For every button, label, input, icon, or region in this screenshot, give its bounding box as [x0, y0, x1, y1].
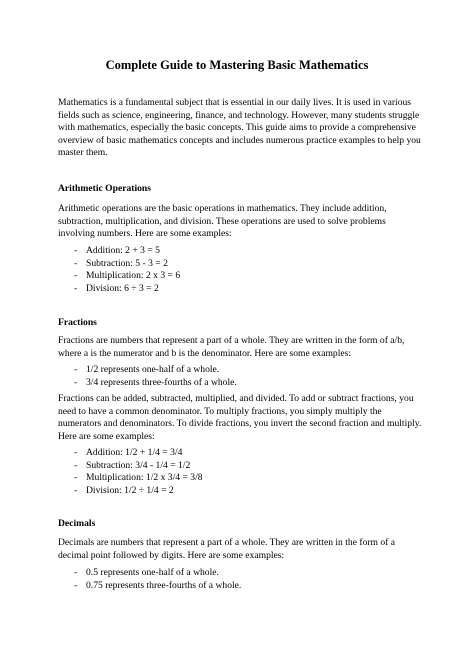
decimals-examples-list	[58, 567, 424, 592]
bullet-dash: -	[74, 282, 78, 294]
section-heading-fractions: Fractions	[58, 317, 97, 328]
list-item	[58, 485, 424, 498]
bullet-dash: -	[74, 472, 78, 484]
list-item-text: 1/2 represents one-half of a whole.	[86, 364, 220, 375]
list-item-text: Division: 6 ÷ 3 = 2	[86, 282, 159, 294]
intro-paragraph: Mathematics is a fundamental subject that is essential in our daily lives. It is used in various fields such as science, engineering, finance, and technology. However, many students struggle with mathematics, especially the basic concepts. This guide aims to provide a comprehensive overview of basic mathematics concepts and includes numerous practice examples to help you master them.	[58, 97, 421, 159]
list-item-text: Addition: 2 + 3 = 5	[86, 245, 160, 256]
fractions-examples-list	[58, 364, 424, 389]
list-item-text: Multiplication: 1/2 x 3/4 = 3/8	[86, 472, 203, 484]
bullet-dash: -	[74, 447, 78, 458]
list-item	[58, 364, 424, 377]
list-item-text: 3/4 represents three-fourths of a whole.	[86, 376, 237, 388]
list-item-text: Addition: 1/2 + 1/4 = 3/4	[86, 447, 183, 458]
list-item	[58, 460, 424, 473]
page-title: Complete Guide to Mastering Basic Mathematics	[105, 58, 369, 72]
section-heading-decimals: Decimals	[58, 518, 96, 529]
list-item-text: 0.5 represents one-half of a whole.	[86, 567, 219, 578]
list-item-text: 0.75 represents three-fourths of a whole.	[86, 579, 242, 591]
fraction-operations-list	[58, 447, 424, 497]
list-item	[58, 245, 424, 258]
fractions-operations-paragraph: Fractions can be added, subtracted, multiplied, and divided. To add or subtract fractions, you need to have a common denominator. To multiply fractions, you simply multiply the numerators and denominators. To divide fractions, you invert the second fraction and multiply. Here are some examples:	[58, 393, 422, 442]
bullet-dash: -	[74, 567, 78, 578]
list-item	[58, 283, 424, 296]
decimals-paragraph: Decimals are numbers that represent a part of a whole. They are written in the form of a decimal point followed by digits. Here are some examples:	[58, 537, 396, 561]
list-item	[58, 258, 424, 271]
bullet-dash: -	[74, 270, 78, 282]
bullet-dash: -	[74, 579, 78, 591]
list-item-text: Multiplication: 2 x 3 = 6	[86, 270, 181, 282]
bullet-dash: -	[74, 484, 78, 496]
list-item-text: Subtraction: 3/4 - 1/4 = 1/2	[86, 459, 191, 471]
list-item	[58, 447, 424, 460]
bullet-dash: -	[74, 376, 78, 388]
list-item	[58, 377, 424, 390]
section-heading-arithmetic: Arithmetic Operations	[58, 183, 151, 194]
bullet-dash: -	[74, 245, 78, 256]
list-item	[58, 270, 424, 283]
arithmetic-examples-list	[58, 245, 424, 295]
list-item	[58, 567, 424, 580]
list-item	[58, 580, 424, 593]
arithmetic-paragraph: Arithmetic operations are the basic operations in mathematics. They include addition, subtraction, multiplication, and division. These operations are used to solve problems involving numbers. Here are some examples:	[58, 203, 387, 240]
bullet-dash: -	[74, 364, 78, 375]
list-item-text: Subtraction: 5 - 3 = 2	[86, 257, 168, 269]
bullet-dash: -	[74, 257, 78, 269]
fractions-paragraph: Fractions are numbers that represent a part of a whole. They are written in the form of a/b, where a is the numerator and b is the denominator. Here are some examples:	[58, 335, 405, 359]
list-item	[58, 472, 424, 485]
bullet-dash: -	[74, 459, 78, 471]
list-item-text: Division: 1/2 ÷ 1/4 = 2	[86, 484, 174, 496]
